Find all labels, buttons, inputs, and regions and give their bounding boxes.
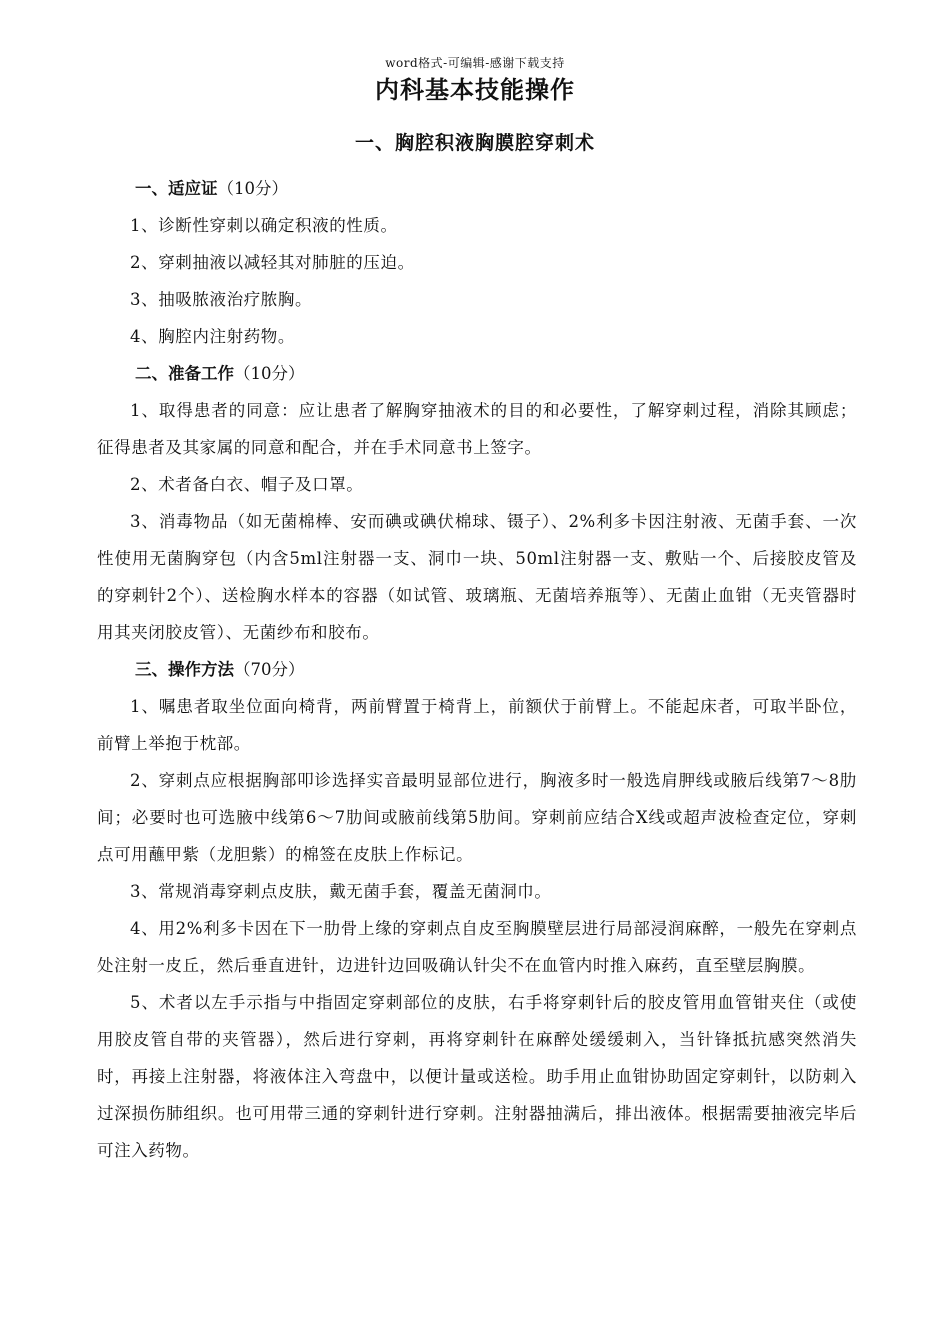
paragraph: 2、穿刺点应根据胸部叩诊选择实音最明显部位进行，胸液多时一般选肩胛线或腋后线第7～8肋间；必要时也可选腋中线第6～7肋间或腋前线第5肋间。穿刺前应结合X线或超声波检查定位，穿刺点可用蘸甲紫（龙胆紫）的棉签在皮肤上作标记。 bbox=[97, 771, 857, 864]
part-preparation bbox=[97, 355, 857, 651]
paragraph: 3、消毒物品（如无菌棉棒、安而碘或碘伏棉球、镊子）、2%利多卡因注射液、无菌手套、一次性使用无菌胸穿包（内含5ml注射器一支、洞巾一块、50ml注射器一支、敷贴一个、后接胶皮管及的穿刺针2个）、送检胸水样本的容器（如试管、玻璃瓶、无菌培养瓶等）、无菌止血钳（无夹管器时用其夹闭胶皮管）、无菌纱布和胶布。 bbox=[97, 512, 857, 642]
section-title: 一、胸腔积液胸膜腔穿刺术 bbox=[354, 132, 595, 154]
part-heading-score: （70分） bbox=[234, 660, 305, 679]
paragraph: 3、抽吸脓液治疗脓胸。 bbox=[130, 290, 313, 309]
paragraph: 1、取得患者的同意：应让患者了解胸穿抽液术的目的和必要性，了解穿刺过程，消除其顾虑；征得患者及其家属的同意和配合，并在手术同意书上签字。 bbox=[97, 401, 857, 457]
part-heading-score: （10分） bbox=[234, 364, 305, 383]
part-heading bbox=[97, 651, 857, 688]
paragraph: 2、术者备白衣、帽子及口罩。 bbox=[130, 475, 364, 494]
paragraph: 2、穿刺抽液以减轻其对肺脏的压迫。 bbox=[130, 253, 415, 272]
paragraph: 1、嘱患者取坐位面向椅背，两前臂置于椅背上，前额伏于前臂上。不能起床者，可取半卧位，前臂上举抱于枕部。 bbox=[97, 697, 857, 753]
part-heading-score: （10分） bbox=[217, 179, 288, 198]
part-heading-label: 三、操作方法 bbox=[135, 660, 234, 679]
paragraph: 1、诊断性穿刺以确定积液的性质。 bbox=[130, 216, 398, 235]
header-note: word格式-可编辑-感谢下载支持 bbox=[385, 56, 565, 70]
document-title: 内科基本技能操作 bbox=[375, 76, 575, 104]
paragraph: 4、用2%利多卡因在下一肋骨上缘的穿刺点自皮至胸膜壁层进行局部浸润麻醉，一般先在穿刺点处注射一皮丘，然后垂直进针，边进针边回吸确认针尖不在血管内时推入麻药，直至壁层胸膜。 bbox=[97, 919, 857, 975]
paragraph: 3、常规消毒穿刺点皮肤，戴无菌手套，覆盖无菌洞巾。 bbox=[130, 882, 552, 901]
part-heading-label: 一、适应证 bbox=[135, 179, 218, 198]
part-heading bbox=[97, 355, 857, 392]
paragraph: 5、术者以左手示指与中指固定穿刺部位的皮肤，右手将穿刺针后的胶皮管用血管钳夹住（或使用胶皮管自带的夹管器），然后进行穿刺，再将穿刺针在麻醉处缓缓刺入，当针锋抵抗感突然消失时，再接上注射器，将液体注入弯盘中，以便计量或送检。助手用止血钳协助固定穿刺针，以防刺入过深损伤肺组织。也可用带三通的穿刺针进行穿刺。注射器抽满后，排出液体。根据需要抽液完毕后可注入药物。 bbox=[97, 993, 857, 1160]
paragraph: 4、胸腔内注射药物。 bbox=[130, 327, 295, 346]
part-indications bbox=[97, 170, 857, 355]
document-body bbox=[97, 170, 857, 1169]
part-heading-label: 二、准备工作 bbox=[135, 364, 234, 383]
part-heading bbox=[97, 170, 857, 207]
part-procedure bbox=[97, 651, 857, 1169]
